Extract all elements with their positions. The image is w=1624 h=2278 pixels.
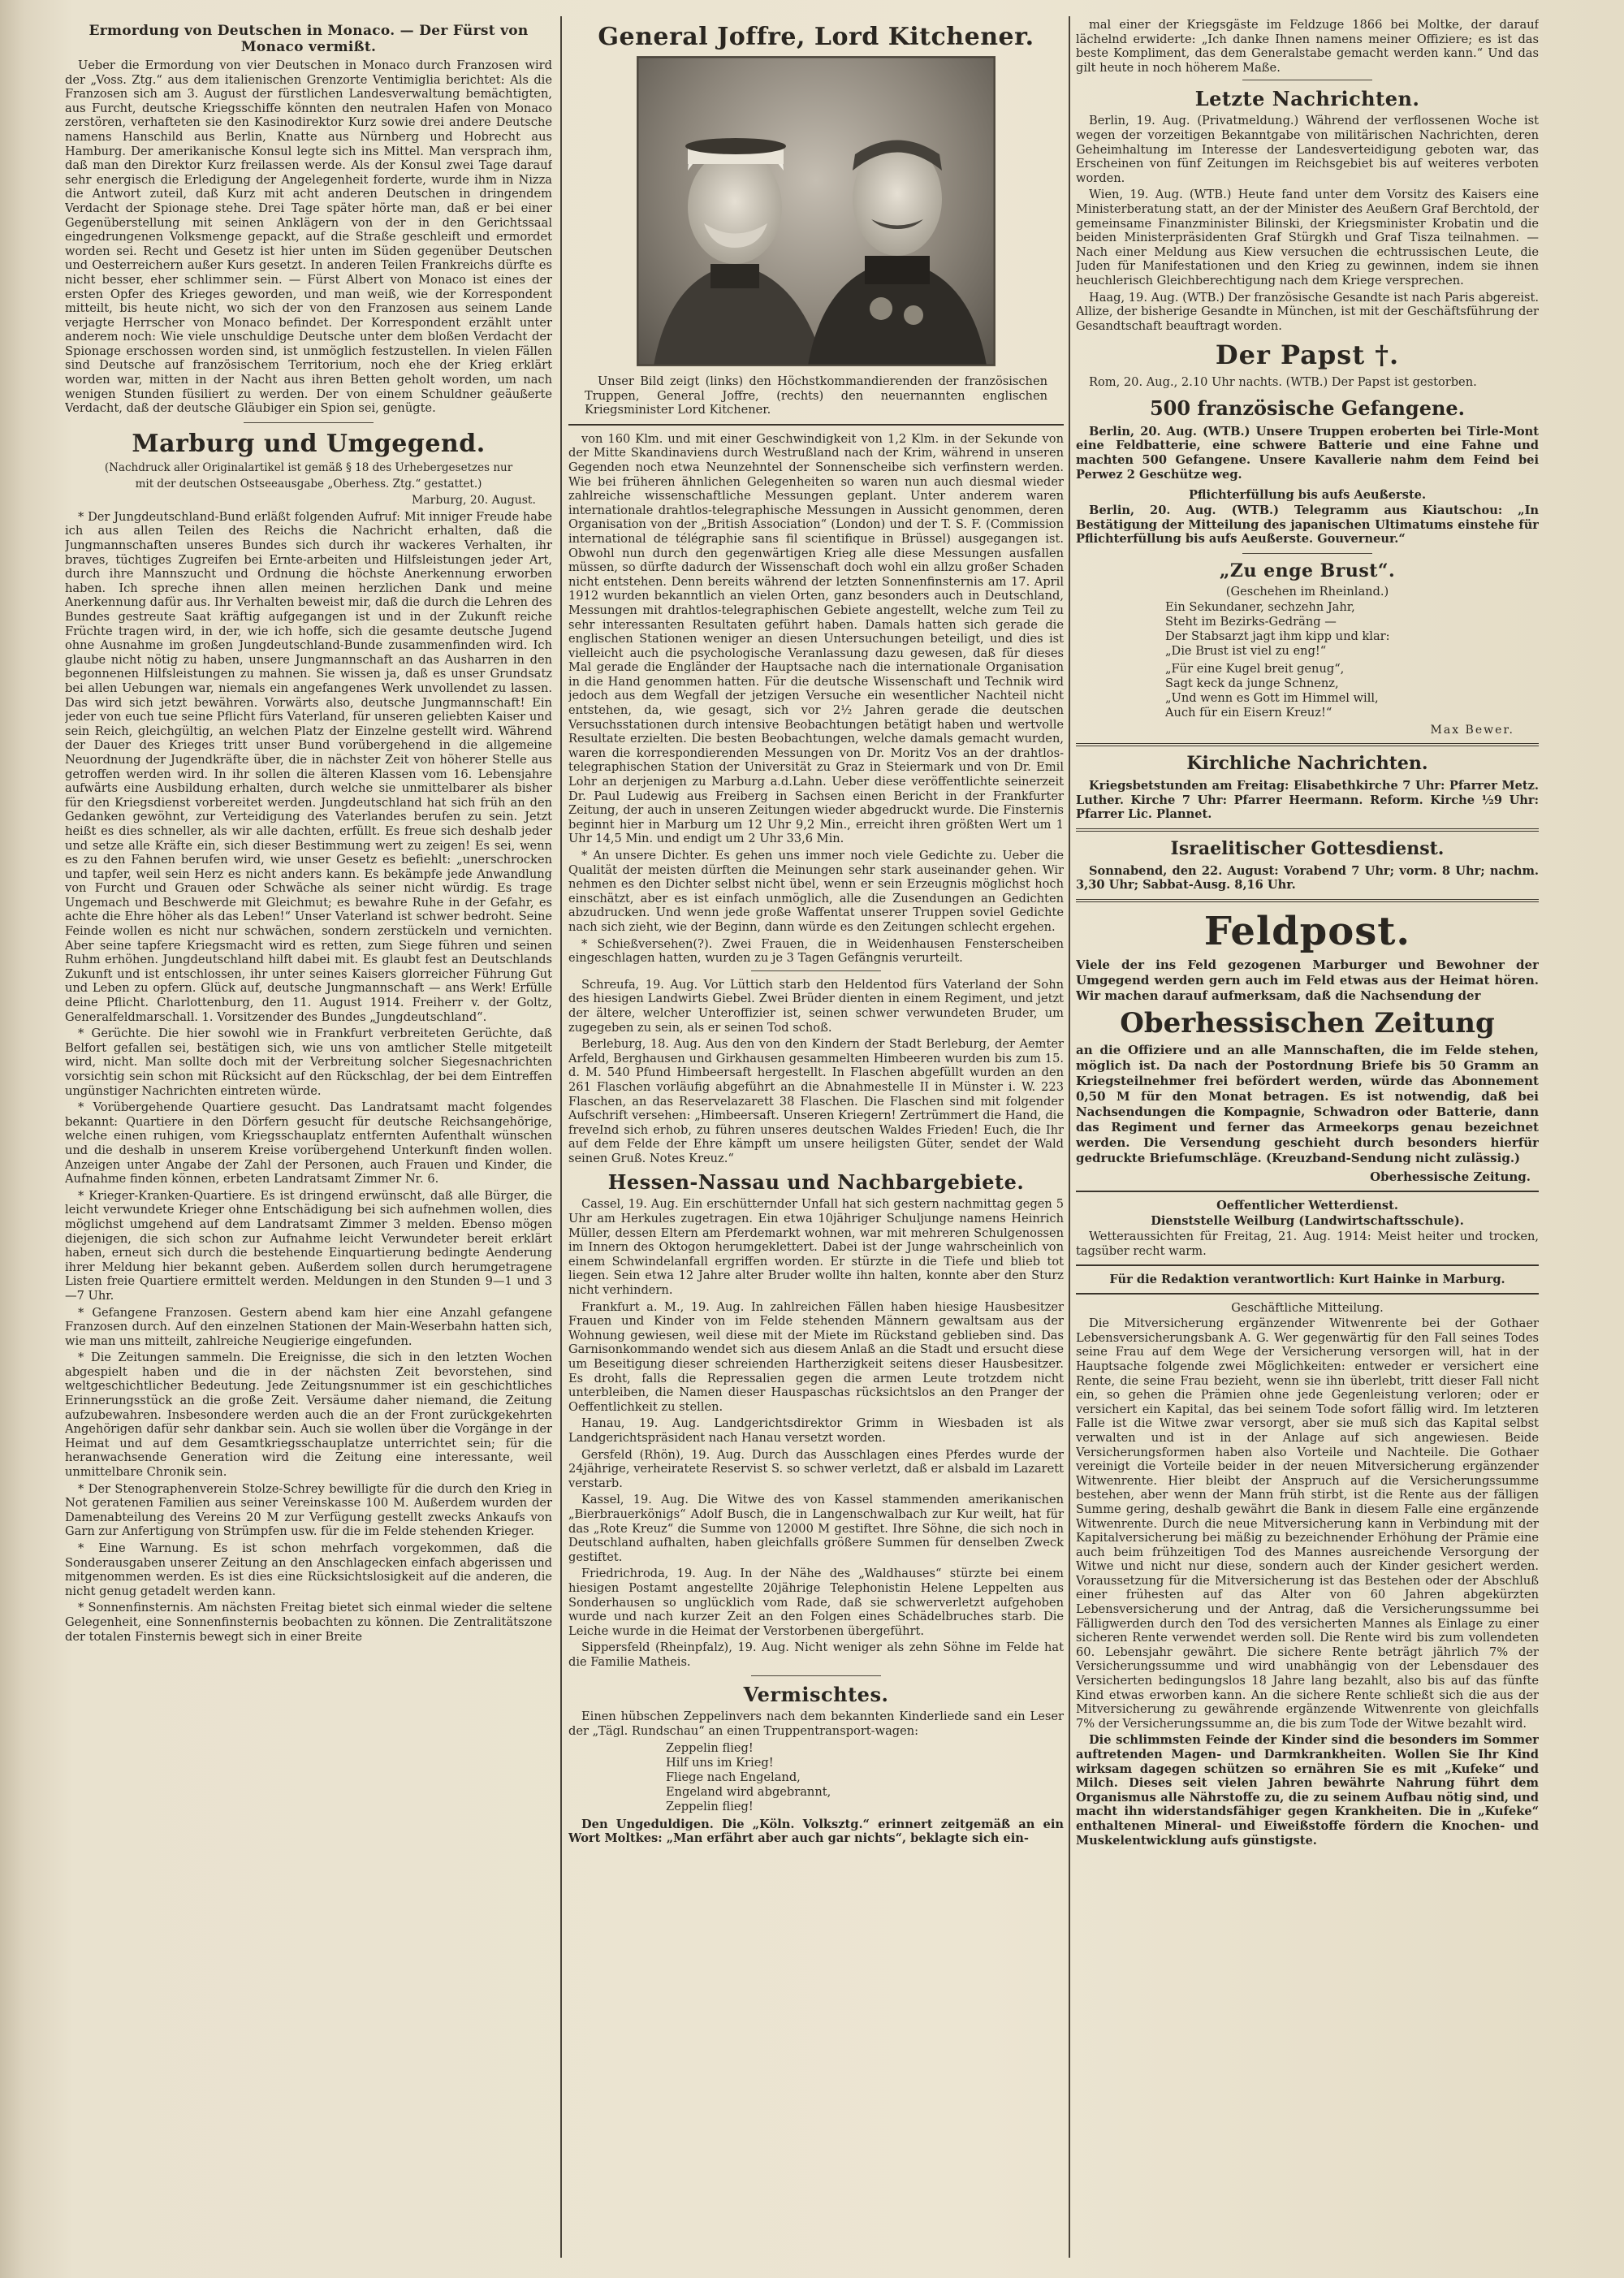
article-gefangene — [1076, 396, 1539, 482]
portrait-photo — [637, 56, 996, 366]
divider — [751, 970, 881, 971]
dateline-marburg: Marburg, 20. August. — [412, 493, 536, 507]
headline-israelitisch: Israelitischer Gottesdienst. — [1170, 837, 1445, 859]
poem-line: Zeppelin flieg! — [666, 1799, 754, 1813]
divider — [751, 1675, 881, 1676]
feldpost-text-2: an die Offiziere und an alle Mannschaften, die im Felde stehen, möglich ist. Da nach der Postordnung Briefe bis 50 Gramm an Kriegsteilnehmer frei befördert werden, würde das Abonnement 0,50 M für den Monat betragen. Es ist notwendig, daß bei Nachsendungen die Kompagnie, Schwadron oder Batterie, dann das Regiment und ferner das Armeekorps genau bezeichnet werden. Die Versendung geschieht durch besonders hierfür gedruckte Briefumschläge. (Kreuzband-Sendung nicht zulässig.) — [1076, 1043, 1539, 1165]
news-item: Schreufa, 19. Aug. Vor Lüttich starb den Heldentod fürs Vaterland der Sohn des hiesigen Landwirts Giebel. Zwei Brüder dienten in einem Regiment, und jetzt der ältere, welcher Unteroffizier ist, seinen schwer verwundeten Bruder, um zugegeben zu sein, als er seinen Tod schoß. — [568, 977, 1064, 1035]
business-text: Die schlimmsten Feinde der Kinder sind die besonders im Sommer auftretenden Magen- und Darmkrankheiten. Wollen Sie Ihr Kind wirksam dagegen schützen so ernähren Sie es mit „Kufeke“ und Milch. Dieses seit vielen Jahren bewährte Nahrung führt dem Organismus alle Nährstoffe zu, die zu seinem Aufbau nötig sind, und macht ihn widerstandsfähiger gegen Krankheiten. Die in „Kufeke“ enthaltenen Mineral- und Eiweißstoffe fördern die Knochen- und Muskelentwicklung aufs günstigste. — [1076, 1733, 1539, 1848]
news-item: Berlin, 20. Aug. (WTB.) Unsere Truppen eroberten bei Tirle-Mont eine Feldbatterie, eine schwere Batterie und eine Fahne und machten 500 Gefangene. Unsere Kavallerie nahm dem Feind bei Perwez 2 Geschütze weg. — [1076, 424, 1539, 482]
poem-stanza — [1165, 600, 1539, 659]
headline-wetterdienst: Oeffentlicher Wetterdienst. — [1216, 1199, 1398, 1212]
news-item: Sippersfeld (Rheinpfalz), 19. Aug. Nicht weniger als zehn Söhne im Felde hat die Familie Matheis. — [568, 1640, 1064, 1669]
news-item: * Eine Warnung. Es ist schon mehrfach vorgekommen, daß die Sonderausgaben unserer Zeitung an den Anschlagecken einfach abgerissen und mitgenommen werden. Es ist dies eine Rücksichtslosigkeit auf die anderen, die nicht genug getadelt werden kann. — [65, 1541, 552, 1598]
headline-feldpost: Feldpost. — [1203, 909, 1411, 954]
notice-text: Sonnabend, den 22. August: Vorabend 7 Uhr; vorm. 8 Uhr; nachm. 3,30 Uhr; Sabbat-Ausg. 8,16 Uhr. — [1076, 863, 1539, 893]
news-item: Berlin, 19. Aug. (Privatmeldung.) Während der verflossenen Woche ist wegen der vorzeitigen Bekanntgabe von militärischen Nachrichten, deren Geheimhaltung im Interesse der Landesverteidigung geboten war, das Erscheinen von fünf Zeitungen im Reichsgebiet bis auf weiteres verboten worden. — [1076, 114, 1539, 185]
news-item: * Schießversehen(?). Zwei Frauen, die in Weidenhausen Fensterscheiben eingeschlagen hatten, wurden zu je 3 Tagen Gefängnis verurteilt. — [568, 936, 1064, 966]
divider — [1076, 1191, 1539, 1192]
headline-geschaeftlich: Geschäftliche Mitteilung. — [1231, 1301, 1384, 1316]
divider — [1076, 899, 1539, 902]
news-item: Rom, 20. Aug., 2.10 Uhr nachts. (WTB.) Der Papst ist gestorben. — [1089, 375, 1477, 390]
article-hessen-nassau — [568, 1170, 1064, 1669]
photo-caption: Unser Bild zeigt (links) den Höchstkommandierenden der französischen Truppen, General Joffre, (rechts) den neuernannten englischen Kriegsminister Lord Kitchener. — [585, 374, 1047, 417]
headline-pflichterfuellung: Pflichterfüllung bis aufs Aeußerste. — [1188, 488, 1427, 503]
poem-line: Fliege nach Engeland, — [666, 1770, 801, 1784]
headline-gefangene: 500 französische Gefangene. — [1149, 396, 1466, 420]
headline-marburg: Marburg und Umgegend. — [132, 429, 486, 458]
news-item: Berleburg, 18. Aug. Aus den von den Kindern der Stadt Berleburg, der Aemter Arfeld, Berghausen und Girkhausen gesammelten Himbeeren wurden bis zum 15. d. M. 540 Pfund Himbeersaft hergestellt. In Flaschen abgefüllt wurden an den 261 Flaschen vorläufig abgeführt an die Abnahmestelle II in Münster i. W. 223 Flaschen, an das Reservelazarett 38 Flaschen. Die Flaschen sind mit folgender Aufschrift versehen: „Himbeersaft. Unseren Kriegern! Zertrümmert die Hand, die freveInd sich erhob, zu führen unseres deutschen Waldes Frieden! Euch, die Ihr auf dem Felde der Ehre kämpft um unsere heiligsten Güter, sendet der Wald seinen Gruß. Notes Kreuz.“ — [568, 1037, 1064, 1165]
poem-line: „Für eine Kugel breit genug“, — [1165, 662, 1345, 676]
poem-subtitle: (Geschehen im Rheinland.) — [1225, 585, 1389, 599]
news-item: Berlin, 20. Aug. (WTB.) Telegramm aus Kiautschou: „In Bestätigung der Mitteilung des japanischen Ultimatums einstehe für Pflichterfüllung bis aufs Aeußerste. Gouverneur.“ — [1076, 504, 1539, 547]
notice-kirchliche — [1076, 753, 1539, 822]
news-item: von 160 Klm. und mit einer Geschwindigkeit von 1,2 Klm. in der Sekunde von der Mitte Skandinaviens durch Westrußland nach der Krim, während in unseren Gegenden noch etwa Neunzehntel der Sonnenscheibe sich verfinstern werden. Wie bei früheren ähnlichen Gelegenheiten so waren nun auch diesmal wieder zahlreiche wissenschaftliche Messungen geplant. Unter anderem waren internationale drahtlos-telegraphische Messungen in Aussicht genommen, deren Organisation von der „British Association“ (London) und der T. S. F. (Commission international de télégraphie sans fil scientifique in Brüssel) ausgegangen ist. Obwohl nun durch den gegenwärtigen Krieg alle diese Messungen ausfallen müssen, so dürfte dadurch der Wissenschaft doch wohl ein allzu großer Schaden nicht entstehen. Denn bereits während der letzten Sonnenfinsternis am 17. April 1912 wurden bekanntlich an vielen Orten, ganz besonders auch in Deutschland, Messungen mit drahtlos-telegraphischen Gebiete angestellt, welche zum Teil zu sehr interessanten Resultaten geführt haben. Damals hatten sich gerade die englischen Stationen weniger an diesen Untersuchungen beteiligt, und dies ist vielleicht auch die psychologische Veranlassung dazu gewesen, daß für dieses Mal gerade die Engländer der Hauptsache nach die internationale Organisation in die Hand genommen hatten. Für die deutsche Wissenschaft und Technik wird jedoch aus dem Wegfall der jetzigen Versuche ein wesentlicher Nachteil nicht entstehen, da, wie gesagt, sich vor 2½ Jahren gerade die deutschen Versuchsstationen durch intensive Beobachtungen betätigt haben und wertvolle Resultate erzielten. Die besten Beobachtungen, welche damals gemacht wurden, waren die korrespondierenden Messungen von Dr. Moritz Vos an der drahtlos-telegraphischen Station der Universität zu Graz in Steiermark und von Dr. Emil Lohr an derjenigen zu Marburg a.d.Lahn. Ueber diese veröffentlichte seinerzeit Dr. Paul Ludewig aus Freiberg in Sachsen einen Bericht in der Frankfurter Zeitung, der auch in unseren Zeitungen wieder abgedruckt wurde. Die Finsternis beginnt hier in Marburg um 12 Uhr 9,2 Min., erreicht ihren größten Wert um 1 Uhr 14,5 Min. und endigt um 2 Uhr 33,6 Min. — [568, 431, 1064, 846]
signature: Oberhessische Zeitung. — [1370, 1169, 1531, 1184]
divider — [1242, 553, 1372, 554]
poem-stanza — [1165, 662, 1539, 720]
poem-line: „Die Brust ist viel zu eng!“ — [1165, 644, 1327, 659]
poem-line: Engeland wird abgebrannt, — [666, 1784, 831, 1799]
zeppelin-poem — [666, 1741, 1064, 1814]
poem-line: Auch für ein Eisern Kreuz!“ — [1165, 706, 1332, 720]
article-geschaeftlich — [1076, 1301, 1539, 1848]
headline-kirchliche: Kirchliche Nachrichten. — [1186, 753, 1428, 775]
article-monaco — [65, 23, 552, 416]
news-item: * Gerüchte. Die hier sowohl wie in Frankfurt verbreiteten Gerüchte, daß Belfort gefallen sei, bestätigen sich, wie uns von amtlicher Stelle mitgeteilt wird, nicht. Man sollte doch mit der Verbreitung solcher Siegesnachrichten vorsichtig sein schon mit Rücksicht auf den Rückschlag, der bei dem Eintreffen ungünstiger Nachrichten eintreten würde. — [65, 1027, 552, 1098]
notice-text: Kriegsbetstunden am Freitag: Elisabethkirche 7 Uhr: Pfarrer Metz. Luther. Kirche 7 Uhr: Pfarrer Heermann. Reform. Kirche ½9 Uhr: Pfarrer Lic. Plannet. — [1076, 779, 1539, 822]
weather-station: Dienststelle Weilburg (Landwirtschaftsschule). — [1151, 1214, 1464, 1228]
news-item: Frankfurt a. M., 19. Aug. In zahlreichen Fällen haben hiesige Hausbesitzer Frauen und Kinder von im Felde stehenden Männern gewaltsam aus der Wohnung gewiesen, weil diese mit der Miete im Rückstand geblieben sind. Das Garnisonkommando wendet sich aus diesem Anlaß an die Stadt und ersucht diese um Beseitigung dieser schreienden Hartherzigkeit seitens dieser Hausbesitzer. Es droht, falls die Repressalien gegen die armen Leute trotzdem nicht unterbleiben, die Namen dieser Hauspaschas rücksichtslos an den Pranger der Oeffentlichkeit zu stellen. — [568, 1299, 1064, 1414]
poem-line: Der Stabsarzt jagt ihm kipp und klar: — [1165, 629, 1390, 644]
notice-feldpost — [1076, 909, 1539, 1184]
news-item: Friedrichroda, 19. Aug. In der Nähe des „Waldhauses“ stürzte bei einem hiesigen Postamt angestellte 20jährige Telephonistin Helene Leppelten aus Sonderhausen so unglücklich vom Rade, daß sie schwerverletzt aufgehoben wurde und nach kurzer Zeit an den Folgen eines Schädelbruches starb. Die Leiche wurde in die Heimat der Verstorbenen übergeführt. — [568, 1567, 1064, 1638]
headline-joffre-kitchener: General Joffre, Lord Kitchener. — [598, 23, 1034, 51]
news-item: mal einer der Kriegsgäste im Feldzuge 1866 bei Moltke, der darauf lächelnd erwiderte: „Ich danke Ihnen namens meiner Offiziere; es ist das beste Kompliment, das dem Generalstabe gemacht werden kann.“ Und das gilt heute in noch höherem Maße. — [1076, 18, 1539, 75]
divider — [244, 422, 374, 423]
article-marburg — [65, 430, 552, 1644]
poem-line: Hilf uns im Krieg! — [666, 1755, 774, 1770]
poem-line: „Und wenn es Gott im Himmel will, — [1165, 691, 1379, 706]
column-left — [65, 18, 552, 2259]
poem-line: Zeppelin flieg! — [666, 1740, 754, 1755]
news-item: * An unsere Dichter. Es gehen uns immer noch viele Gedichte zu. Ueber die Qualität der meisten dürften die Meinungen sehr stark auseinander gehen. Wir nehmen es den Dichter selbst nicht übel, wenn er sein Erzeugnis möglichst hoch einschätzt, aber es ist einfach unmöglich, alle die Zusendungen an Gedichten abzudrucken. Und wenn jede große Waffentat unserer Truppen soviel Gedichte nach sich zieht, wie der Beginn, dann würde es den Zeitungen schlecht ergehen. — [568, 849, 1064, 934]
poem-zu-enge-brust — [1076, 560, 1539, 737]
column-right — [1076, 18, 1539, 2259]
notice-israelitisch — [1076, 838, 1539, 893]
business-text: Die Mitversicherung ergänzender Witwenrente bei der Gothaer Lebensversicherungsbank A. G. Wer gegenwärtig für den Fall seines Todes seine Frau auf dem Wege der Versicherung versorgen will, hat in der Hauptsache folgende zwei Möglichkeiten: entweder er versichert eine Rente, die seine Frau bezieht, wenn sie ihn überlebt, tritt dieser Fall nicht ein, so gehen die Prämien ohne jede Gegenleistung verloren; oder er versichert ein Kapital, das bei seinem Tode sofort fällig wird. Im letzteren Falle ist die Witwe zwar versorgt, aber sie muß sich das Kapital selbst verwalten und ist in der Anlage auf sich angewiesen. Beide Versicherungsformen haben also Vorteile und Nachteile. Die Gothaer vereinigt die Vorteile beider in der neuen Mitversicherung ergänzender Witwenrente. Hier bleibt der Anspruch auf die Versicherungssumme bestehen, aber wenn der Mann früh stirbt, ist die Rente aus der fälligen Summe gering, deshalb gewährt die Bank in diesem Falle eine ergänzende Witwenrente. Durch die neue Mitversicherung kann in Verbindung mit der Kapitalversicherung bei mäßig zu bezeichnender Erhöhung der Prämie eine auch beim frühzeitigen Tod des Mannes ausreichende Versorgung der Witwe und nicht nur diese, sondern auch der Kinder gesichert werden. Voraussetzung für die Mitversicherung ist das Bestehen oder der Abschluß einer frühesten auf das Alter von 60 Jahren abgekürzten Lebensversicherung und der Antrag, daß die Versicherungssumme bei Fälligwerden durch den Tod des versicherten Mannes als Einlage zu einer sicheren Rente verwendet werden soll. Die Rente wird bis zum vollendeten 60. Lebensjahr gewährt. Die sichere Rente beträgt jährlich 7% der Versicherungssumme und wird unabhängig von der Lebensdauer des Versicherten bedingungslos 18 Jahre lang bezahlt, also bis auf das fünfte Kind etwas erworben kann. An die sichere Rente schließt sich die aus der Mitversicherung zu gewährende ergänzende Witwenrente von gleichfalls 7% der Versicherungssumme an, die bis zum Tode der Witwe bezahlt wird. — [1076, 1316, 1539, 1731]
divider — [568, 424, 1064, 426]
headline-monaco: Ermordung von Deutschen in Monaco. — Der Fürst von Monaco vermißt. — [89, 23, 529, 55]
article-pflichterfuellung — [1076, 488, 1539, 547]
reprint-note: (Nachdruck aller Originalartikel ist gemäß § 18 des Urhebergesetzes nur — [104, 460, 513, 474]
headline-hessen-nassau: Hessen-Nassau und Nachbargebiete. — [607, 1170, 1025, 1195]
newspaper-name: Oberhessischen Zeitung — [1120, 1007, 1495, 1040]
poem-line: Steht im Bezirks-Gedräng — — [1165, 615, 1337, 629]
weather-forecast: Wetteraussichten für Freitag, 21. Aug. 1914: Meist heiter und trocken, tagsüber recht warm. — [1076, 1230, 1539, 1258]
column-rule-right — [1069, 16, 1070, 2258]
news-item: Haag, 19. Aug. (WTB.) Der französische Gesandte ist nach Paris abgereist. Allize, der bisherige Gesandte in München, ist mit der Geschäftsführung der Gesandtschaft beauftragt worden. — [1076, 290, 1539, 333]
news-item: Hanau, 19. Aug. Landgerichtsdirektor Grimm in Wiesbaden ist als Landgerichtspräsident nach Hanau versetzt worden. — [568, 1416, 1064, 1445]
portrait-illustration — [637, 57, 995, 365]
monaco-body: Ueber die Ermordung von vier Deutschen in Monaco durch Franzosen wird der „Voss. Ztg.“ aus dem italienischen Grenzorte Ventimiglia berichtet: Als die Franzosen sich am 3. August der fürstlichen Landesverwaltung bemächtigten, aus Furcht, deutsche Kriegsschiffe könnten den neutralen Hafen von Monaco zerstören, verhafteten sie den Kasinodirektor Kurz sowie drei andere Deutsche namens Hanschild aus Berlin, Knatte aus Nürnberg und Hobrecht aus Hamburg. Der amerikanische Konsul legte sich ins Mittel. Man versprach ihm, daß man den Direktor Kurz freilassen werde. Als der Konsul zwei Tage darauf sehr energisch die Erledigung der Angelegenheit forderte, wurde ihm in Nizza die Antwort zuteil, daß Kurz mit acht anderen Deutschen in dringendem Verdacht der Spionage stehe. Drei Tage später hörte man, daß er bei einer Gegenüberstellung mit seinen Anklägern von der in den Gerichtssaal eingedrungenen Volksmenge gepackt, auf die Straße geschleift und ermordet worden sei. Recht und Gesetz ist hier unten im Süden gegenüber Deutschen und Oesterreichern außer Kurs gesetzt. In anderen Teilen Frankreichs dürfte es nicht besser, eher schlimmer sein. — Fürst Albert von Monaco ist eines der ersten Opfer des Krieges geworden, und man weiß, wie der Korrespondent mitteilt, bis heute nicht, wo sich der von den Franzosen aus seinem Lande verjagte Herrscher von Monaco befindet. Der Korrespondent erzählt unter anderem noch: Wie viele unschuldige Deutsche unter dem bloßen Verdacht der Spionage erschossen worden sind, ist unmöglich festzustellen. In vielen Fällen sind Deutsche auf französischem Territorium, noch ehe der Krieg erklärt worden war, mitten in der Nacht aus ihren Betten geholt worden, um nach wenigen Stunden füsiliert zu werden. Der von einem Schuldner geäußerte Verdacht, daß der deutsche Gläubiger ein Spion sei, genügte. — [65, 58, 552, 416]
editor-line: Für die Redaktion verantwortlich: Kurt Hainke in Marburg. — [1109, 1273, 1505, 1287]
poem-line: Ein Sekundaner, sechzehn Jahr, — [1165, 600, 1355, 615]
news-item: Einen hübschen Zeppelinvers nach dem bekannten Kinderliede sand ein Leser der „Tägl. Rundschau“ an einen Truppentransport-wagen: — [568, 1710, 1064, 1739]
article-papst — [1076, 339, 1539, 390]
poem-line: Sagt keck da junge Schnenz, — [1165, 676, 1339, 691]
feldpost-text-1: Viele der ins Feld gezogenen Marburger und Bewohner der Umgegend werden gern auch im Feld etwas aus der Heimat hören. Wir machen darauf aufmerksam, daß die Nachsendung der — [1076, 957, 1539, 1003]
divider — [1076, 828, 1539, 832]
divider — [1076, 1264, 1539, 1266]
poem-title: „Zu enge Brust“. — [1219, 560, 1396, 582]
news-item: * Sonnenfinsternis. Am nächsten Freitag bietet sich einmal wieder die seltene Gelegenheit, eine Sonnenfinsternis beobachten zu können. Die Zentralitätszone der totalen Finsternis bewegt sich in einer Breite — [65, 1601, 552, 1644]
news-item: Kassel, 19. Aug. Die Witwe des von Kassel stammenden amerikanischen „Bierbrauerkönigs“ Adolf Busch, die in Langenschwalbach zur Kur weilt, hat für das „Rote Kreuz“ die Summe von 12000 M gestiftet. Ihre Söhne, die sich noch in Deutschland aufhalten, haben gleichfalls größere Summen für denselben Zweck gestiftet. — [568, 1493, 1064, 1564]
article-joffre-kitchener — [568, 23, 1064, 417]
news-item: * Der Stenographenverein Stolze-Schrey bewilligte für die durch den Krieg in Not geratenen Familien aus seiner Vereinskasse 100 M. Außerdem wurden der Damenabteilung des Vereins 20 M zur Verfügung gestellt zwecks Ankaufs von Garn zur Anfertigung von Strümpfen usw. für die im Felde stehenden Krieger. — [65, 1481, 552, 1539]
news-item: * Krieger-Kranken-Quartiere. Es ist dringend erwünscht, daß alle Bürger, die leicht verwundete Krieger ohne Entschädigung bei sich aufnehmen wollen, dies möglichst umgehend auf dem Landratsamt Zimmer 3 melden. Ebenso mögen diejenigen, die sich schon zur Aufnahme leicht Verwundeter bereit erklärt haben, erneut sich durch die bestehende Einquartierung bedingte Aenderung ihrer Meldung hier bekannt geben. Außerdem sollen durch herumgetragene Listen freie Quartiere ermittelt werden. Meldungen in den Stunden 9—1 und 3—7 Uhr. — [65, 1188, 552, 1303]
divider — [1076, 1293, 1539, 1295]
poem-author: Max Bewer. — [1430, 724, 1514, 737]
news-item: Cassel, 19. Aug. Ein erschütternder Unfall hat sich gestern nachmittag gegen 5 Uhr am Herkules zugetragen. Ein etwa 10jähriger Schuljunge namens Heinrich Müller, dessen Eltern am Pferdemarkt wohnen, war mit mehreren Schulgenossen im Innern des Oktogon herumgeklettert. Dabei ist der Junge wahrscheinlich von einem Schwindelanfall ergriffen worden. Er stürzte in die Tiefe und blieb tot liegen. Sein etwa 12 Jahre alter Bruder wollte ihn halten, konnte aber den Sturz nicht verhindern. — [568, 1197, 1064, 1298]
divider — [1076, 743, 1539, 746]
column-rule-left — [560, 16, 562, 2258]
column-middle — [568, 18, 1064, 2259]
article-letzte-nachrichten — [1076, 87, 1539, 333]
news-item: Den Ungeduldigen. Die „Köln. Volksztg.“ erinnert zeitgemäß an ein Wort Moltkes: „Man erfährt aber auch gar nichts“, beklagte sich ein- — [568, 1817, 1064, 1846]
reprint-subline: mit der deutschen Ostseeausgabe „Oberhess. Ztg.“ gestattet.) — [135, 477, 482, 491]
notice-wetterdienst — [1076, 1199, 1539, 1258]
headline-vermischtes: Vermischtes. — [743, 1683, 889, 1707]
news-item: * Der Jungdeutschland-Bund erläßt folgenden Aufruf: Mit inniger Freude habe ich aus allen Teilen des Reichs die Nachricht erhalten, daß die Jungmannschaften unseres Bundes sich durch ihr wackeres Verhalten, ihr braves, tüchtiges Zugreifen bei Ernte-arbeiten und Hilfsleistungen jeder Art, durch ihre Mannszucht und Ordnung die höchste Anerkennung erworben haben. Ich spreche ihnen allen meinen herzlichen Dank und meine Anerkennung dafür aus. Ihr Verhalten beweist mir, daß die durch die Lehren des Bundes gestreute Saat kräftig aufgegangen ist und in der Zukunft reiche Früchte tragen wird, in der, wie ich hoffe, sich die gesamte deutsche Jugend ohne Ausnahme im großen Jungdeutschland-Bunde zusammenfinden wird. Ich glaube nicht nötig zu haben, unsere Jungmannschaft an das Ausharren in den begonnenen Hilfsleistungen zu mahnen. Sie wissen ja, daß es unser Grundsatz bei allen Uebungen war, niemals ein angefangenes Werk unvollendet zu lassen. Das wird sich jetzt bewähren. Vorwärts also, deutsche Jungmannschaft! Ein jeder von euch tue seine Pflicht fürs Vaterland, für unseren geliebten Kaiser und sein Reich, gleichgültig, an welchen Platz der Einzelne gestellt wird. Während der Dauer des Krieges tritt unser Bund vorübergehend in die allgemeine Neuordnung der Jugendkräfte über, die in nächster Zeit von höherer Stelle aus getroffen werden wird. In ihr sollen die älteren Klassen vom 16. Lebensjahre aufwärts eine Ausbildung erhalten, durch welche sie unmittelbarer als bisher für den Kriegsdienst vorbereitet werden. Jungdeutschland hat sich früh an den Gedanken gewöhnt, zur Verteidigung des Vaterlandes berufen zu sein. Jetzt heißt es dies schneller, als wir alle dachten, erfüllt. Es freue sich deshalb jeder und setze alle Kräfte ein, sich dieser Bestimmung wert zu zeigen! Es sei, wenn es zu den Fahnen berufen wird, wie unser Gesetz es befiehlt: „unerschrocken und tapfer, weil sein Herz es nicht anders kann. Es bekämpfe jede Anwandlung von Furcht und Grauen oder Schwäche als seiner nicht würdig. Es trage Ungemach und Beschwerde mit Gleichmut; es bewahre Ruhe in der Gefahr, es achte die Ehre höher als das Leben!“ Unser Vaterland ist schwer bedroht. Seine Feinde wollen es nicht nur schwächen, sondern zerstückeln und vernichten. Aber seine tapfere Kriegsmacht wird es retten, zum Siege führen und seinen Ruhm erhöhen. Jungdeutschland hilft dabei mit. Es glaubt fest an Deutschlands Zukunft und ist entschlossen, ihr unter seines Kaisers glorreicher Führung Gut und Leben zu opfern. Glück auf, deutsche Jungmannschaft — ans Werk! Erfülle deine Pflicht. Charlottenburg, den 11. August 1914. Freiherr v. der Goltz, Generalfeldmarschall. 1. Vorsitzender des Bundes „Jungdeutschland“. — [65, 509, 552, 1024]
news-item: * Gefangene Franzosen. Gestern abend kam hier eine Anzahl gefangene Franzosen durch. Auf den einzelnen Stationen der Main-Weserbahn hatten sich, wie man uns mitteilt, zahlreiche Neugierige eingefunden. — [65, 1305, 552, 1348]
feldpost-text — [1076, 957, 1539, 1166]
article-vermischtes — [568, 1683, 1064, 1845]
headline-papst: Der Papst †. — [1215, 339, 1400, 371]
news-item: Gersfeld (Rhön), 19. Aug. Durch das Ausschlagen eines Pferdes wurde der 24jährige, verheiratete Reservist S. so schwer verletzt, daß er alsbald im Lazarett verstarb. — [568, 1447, 1064, 1490]
news-item: * Die Zeitungen sammeln. Die Ereignisse, die sich in den letzten Wochen abgespielt haben und die in der nächsten Zeit bevorstehen, sind weltgeschichtlicher Bedeutung. Jede Zeitungsnummer ist ein geschichtliches Erinnerungsstück an die große Zeit. Versäume daher niemand, die Zeitung aufzubewahren. Insbesondere werden auch die an der Front zurückgekehrten Angehörigen dafür sehr dankbar sein. Auch sie wollen über die Vorgänge in der Heimat und auf dem Gesamtkriegsschauplatze unterrichtet sein; für die heranwachsende Generation wird die Zeitung eine interessante, weil unmittelbare Chronik sein. — [65, 1351, 552, 1480]
news-item: Wien, 19. Aug. (WTB.) Heute fand unter dem Vorsitz des Kaisers eine Ministerberatung statt, an der der Minister des Aeußern Graf Berchtold, der gemeinsame Finanzminister Bilinski, der Kriegsminister Krobatin und die beiden Ministerpräsidenten Graf Stürgkh und Graf Tisza teilnahmen. — Nach einer Meldung aus Kiew versuchen die echtrussischen Leute, die Juden für Manifestationen und den Krieg zu gewinnen, indem sie ihnen heuchlerisch Gleichberechtigung nach dem Kriege versprechen. — [1076, 188, 1539, 287]
news-item: * Vorübergehende Quartiere gesucht. Das Landratsamt macht folgendes bekannt: Quartiere in den Dörfern gesucht für deutsche Reichsangehörige, welche einen ruhigen, vom Kriegsschauplatz entfernten Aufenthalt wünschen und die deshalb in unserem Kreise vorübergehend Unterkunft finden wollen. Anzeigen unter Angabe der Zahl der Personen, auch Frauen und Kinder, die Aufnahme finden können, erbeten Landratsamt Zimmer Nr. 6. — [65, 1100, 552, 1187]
headline-letzte-nachrichten: Letzte Nachrichten. — [1194, 87, 1420, 111]
